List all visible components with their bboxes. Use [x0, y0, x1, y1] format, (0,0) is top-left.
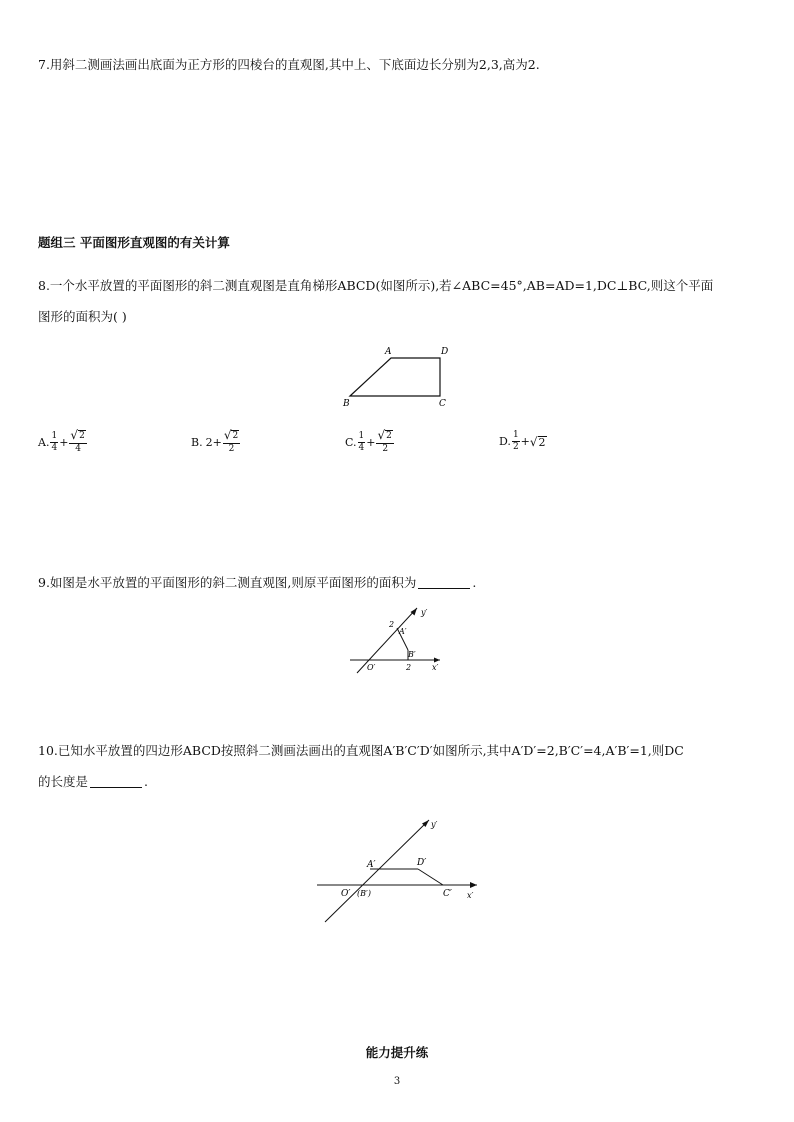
question-9-text: 9.如图是水平放置的平面图形的斜二测直观图,则原平面图形的面积为 — [38, 575, 417, 590]
x-arrow — [470, 882, 477, 888]
plus: + — [366, 436, 376, 449]
section-heading: 题组三 平面图形直观图的有关计算 — [38, 235, 230, 250]
numerator: 1 — [512, 430, 519, 440]
label-c: C′ — [443, 889, 452, 899]
label-x: x′ — [467, 891, 474, 900]
question-7: 7.用斜二测画法画出底面为正方形的四棱台的直观图,其中上、下底面边长分别为2,3,高为2. — [38, 57, 540, 72]
fraction: √ 2 2 — [223, 428, 239, 454]
question-10-text: 的长度是 — [38, 774, 89, 789]
label-2-y: 2 — [389, 620, 395, 629]
segment-dc — [418, 869, 443, 885]
label-2-x: 2 — [406, 663, 412, 672]
fraction: √ 2 2 — [377, 428, 392, 454]
answer-blank[interactable] — [418, 574, 470, 589]
question-8-line1: 8.一个水平放置的平面图形的斜二测直观图是直角梯形ABCD(如图所示),若∠ABC=45°,AB=AD=1,DC⊥BC,则这个平面 — [38, 278, 714, 293]
label-d: D′ — [417, 858, 427, 868]
label-o: O′ — [341, 889, 351, 899]
radicand: 2 — [232, 431, 239, 441]
label-a: A — [385, 347, 392, 357]
numerator: 1 — [51, 431, 58, 441]
option-a[interactable] — [38, 430, 88, 455]
option-c[interactable] — [345, 430, 395, 455]
label-x: x′ — [432, 663, 439, 672]
label-o: O′ — [367, 663, 376, 672]
denominator: 2 — [228, 444, 235, 454]
label-y: y′ — [421, 608, 428, 617]
fraction: √ 2 4 — [70, 428, 85, 454]
answer-blank[interactable] — [90, 773, 142, 788]
question-9-period: . — [472, 575, 477, 590]
radicand: 2 — [386, 431, 392, 441]
page-number: 3 — [393, 1076, 401, 1087]
option-d[interactable] — [499, 430, 547, 453]
label-b: (B′) — [357, 889, 371, 898]
radicand: 2 — [538, 435, 546, 449]
question-10-line2 — [38, 772, 148, 792]
whole-part: 2+ — [205, 436, 222, 449]
option-b[interactable] — [191, 430, 241, 455]
question-8-line2: 图形的面积为( ) — [38, 309, 127, 324]
label-b: B′ — [408, 650, 416, 659]
fraction — [358, 431, 366, 454]
denominator: 2 — [382, 444, 389, 454]
option-c-prefix: C. — [345, 436, 357, 449]
denominator: 4 — [51, 443, 58, 453]
sqrt: √ 2 — [529, 434, 546, 449]
label-d: D — [441, 347, 449, 357]
next-section-title: 能力提升练 — [365, 1045, 429, 1060]
trapezoid-shape — [350, 358, 440, 396]
label-y: y′ — [431, 820, 438, 829]
radicand: 2 — [79, 431, 85, 441]
plus: + — [59, 436, 69, 449]
fraction — [50, 431, 58, 454]
denominator: 2 — [512, 442, 519, 452]
fraction — [512, 430, 520, 453]
denominator: 4 — [358, 443, 365, 453]
q9-oblique-figure — [345, 603, 455, 678]
y-axis — [325, 820, 429, 922]
numerator: 1 — [358, 431, 365, 441]
question-9 — [38, 573, 476, 593]
question-10-line1: 10.已知水平放置的四边形ABCD按照斜二测画法画出的直观图A′B′C′D′如图所示,其中A′D′=2,B′C′=4,A′B′=1,则DC — [38, 743, 684, 758]
denominator: 4 — [75, 444, 81, 454]
label-a: A′ — [367, 860, 376, 870]
x-arrow — [434, 658, 440, 663]
q8-trapezoid-figure — [335, 340, 455, 410]
label-a: A′ — [399, 627, 407, 636]
option-a-prefix: A. — [38, 436, 50, 449]
option-d-prefix: D. — [499, 435, 511, 448]
plus: + — [520, 435, 530, 448]
question-10-period: . — [144, 774, 148, 789]
label-c: C — [439, 399, 446, 409]
q10-oblique-figure — [315, 812, 485, 927]
label-b: B — [343, 399, 350, 409]
option-b-prefix: B. — [191, 436, 203, 449]
